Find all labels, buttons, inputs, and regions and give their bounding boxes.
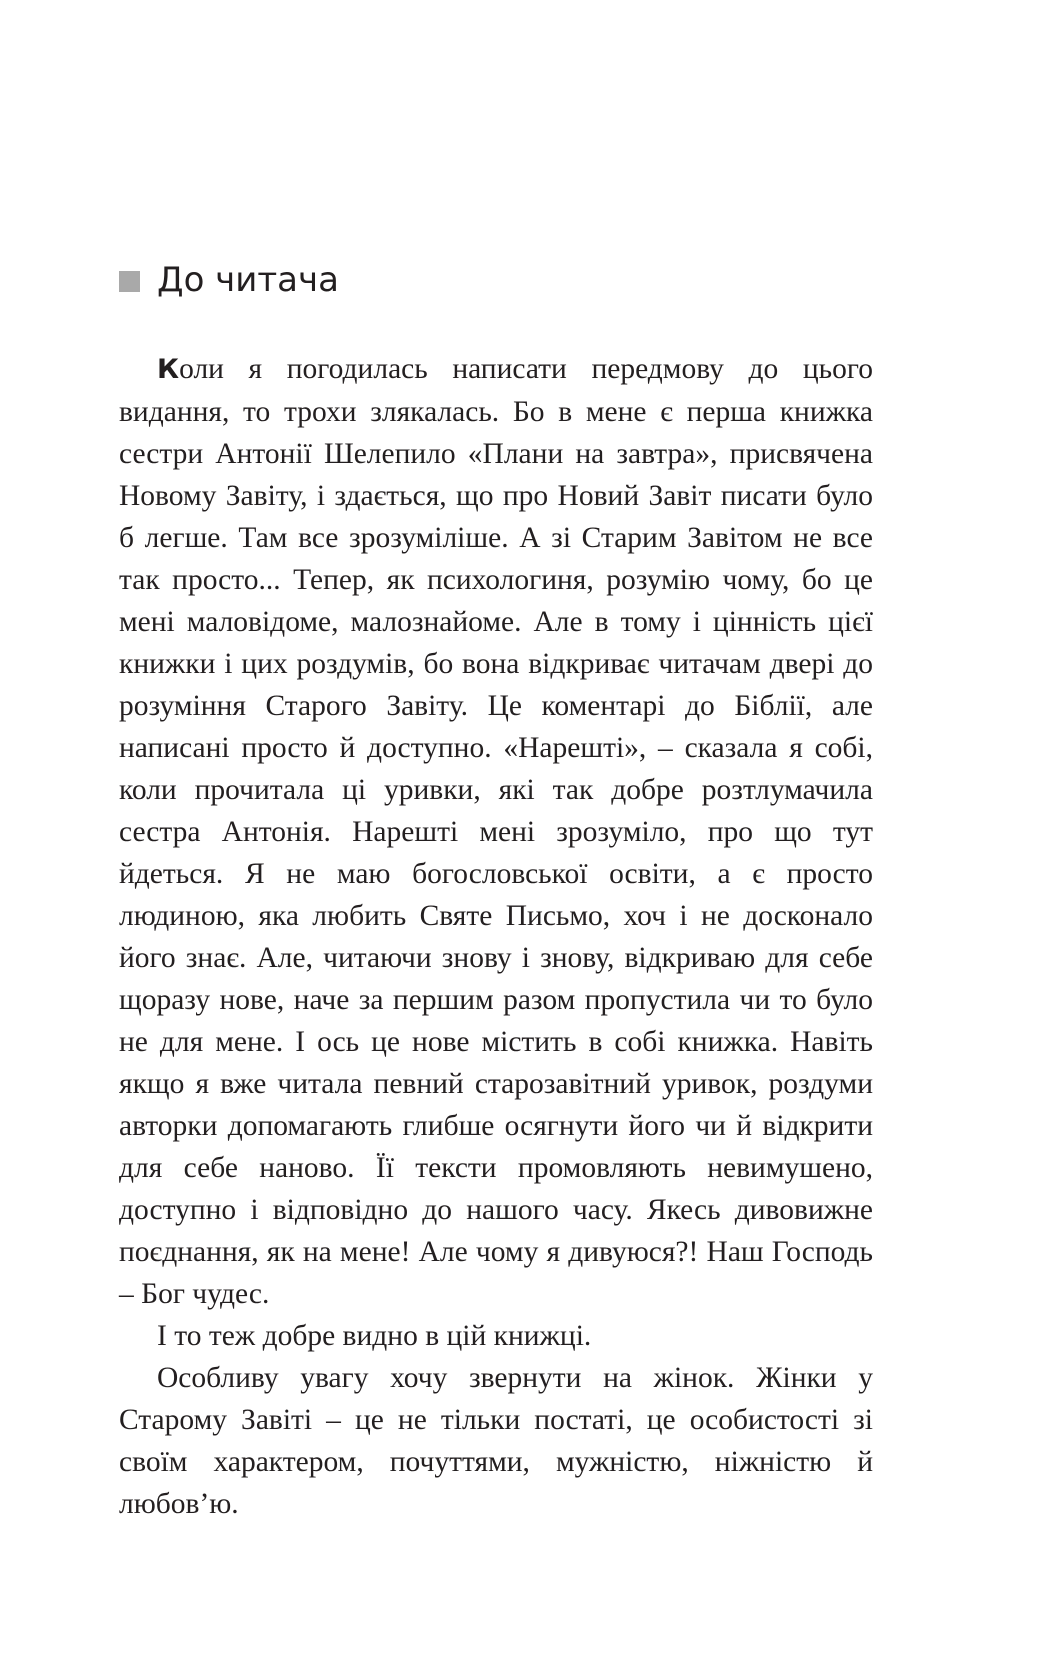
paragraph-3: Особливу увагу хочу звернути на жінок. Жінки у Старому Завіті – це не тільки постаті, це особистості зі своїм характером, почуттями, мужністю, ніжністю й любов’ю.	[119, 1362, 873, 1520]
paragraph-2: І то теж добре видно в цій книжці.	[157, 1320, 592, 1352]
initial-letter: К	[157, 354, 180, 385]
paragraph-1	[119, 348, 873, 1315]
paragraph-1-text: оли я погодилась написати передмову до цього видання, то трохи злякалась. Бо в мене є перша книжка сестри Антонії Шелепило «Плани на завтра», присвячена Новому Завіту, і здається, що про Новий Завіт писати було б легше. Там все зрозуміліше. А зі Старим Завітом не все так просто... Тепер, як психологиня, розумію чому, бо це мені маловідоме, малознайоме. Але в тому і цінність цієї книжки і цих роздумів, бо вона відкриває читачам двері до розуміння Старого Завіту. Це коментарі до Біблії, але написані просто й доступно. «Нарешті», – сказала я собі, коли прочитала ці уривки, які так добре розтлумачила сестра Антонія. Нарешті мені зрозуміло, про що тут йдеться. Я не маю богословської освіти, а є просто людиною, яка любить Святе Письмо, хоч і не досконало його знає. Але, читаючи знову і знову, відкриваю для себе щоразу нове, наче за першим разом пропустила чи то було не для мене. І ось це нове містить в собі книжка. Навіть якщо я вже читала певний старозавітний уривок, роздуми авторки допомагають глибше осягнути його чи й відкрити для себе наново. Її тексти промовляють невимушено, доступно і відповідно до нашого часу. Якесь дивовижне поєднання, як на мене! Але чому я дивуюся?! Наш Господь – Бог чудес.	[119, 353, 873, 1310]
section-heading	[119, 250, 339, 310]
square-bullet-icon	[119, 271, 140, 292]
body-text	[119, 348, 873, 1525]
page-title: До читача	[157, 260, 339, 300]
